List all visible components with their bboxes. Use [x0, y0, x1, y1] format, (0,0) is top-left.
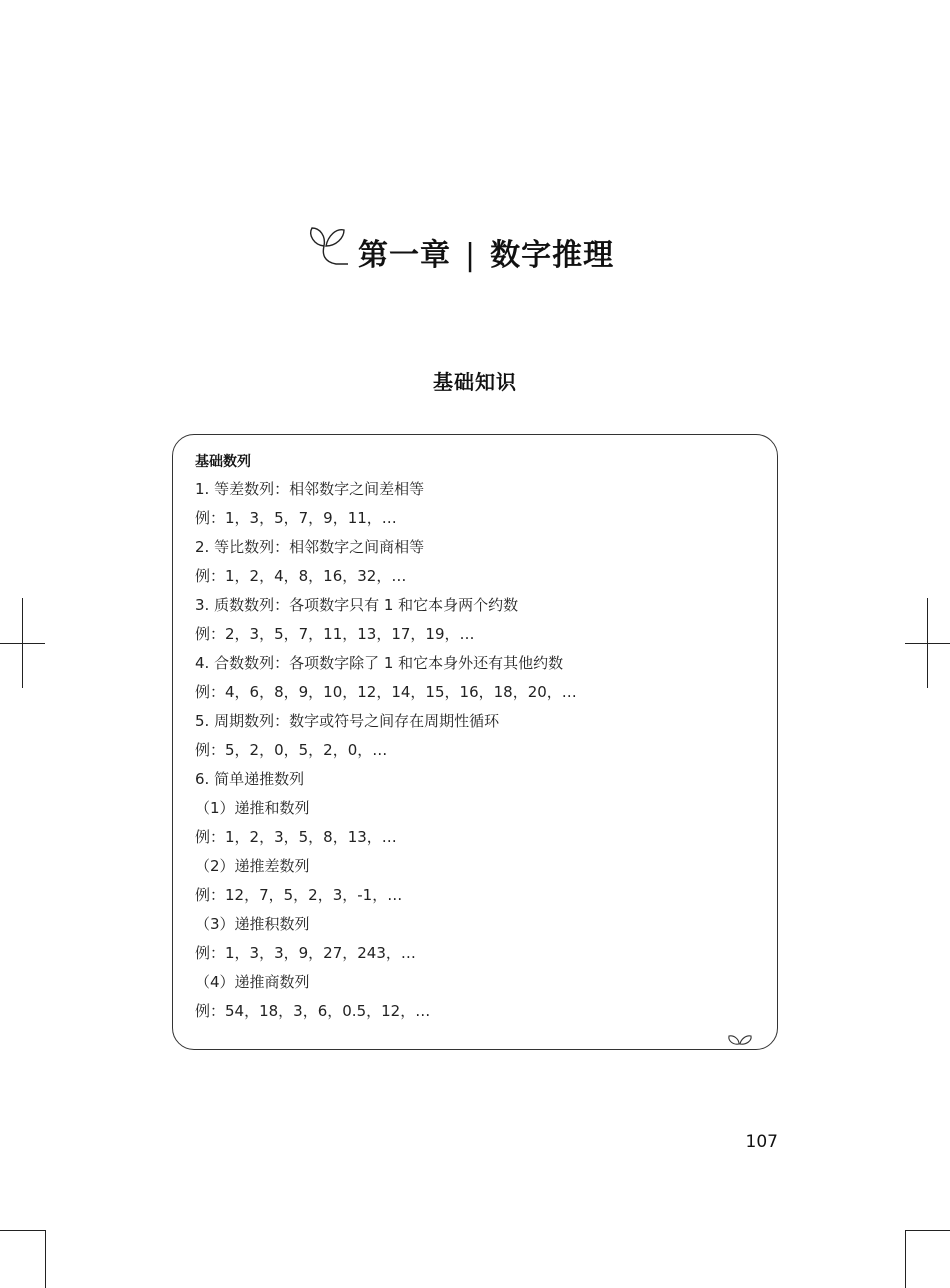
crop-mark-right-horizontal — [905, 643, 950, 644]
list-item: （2）递推差数列 — [195, 857, 310, 875]
chapter-topic: 数字推理 — [490, 238, 615, 273]
page-number: 107 — [745, 1132, 778, 1152]
list-item: 1. 等差数列：相邻数字之间差相等 — [195, 480, 425, 498]
chapter-number: 第一章 — [358, 238, 451, 273]
sprout-icon — [306, 220, 354, 270]
chapter-title — [358, 230, 614, 274]
list-item: 例：54，18，3，6，0.5，12，… — [195, 1002, 431, 1020]
list-item: 例：5，2，0，5，2，0，… — [195, 741, 388, 759]
list-item: 例：2，3，5，7，11，13，17，19，… — [195, 625, 475, 643]
leaf-icon — [727, 1033, 753, 1047]
chapter-separator: | — [465, 238, 477, 273]
crop-mark-bottom-left-vertical — [45, 1230, 46, 1288]
list-item: 例：4，6，8，9，10，12，14，15，16，18，20，… — [195, 683, 577, 701]
list-item: 5. 周期数列：数字或符号之间存在周期性循环 — [195, 712, 500, 730]
chapter-header — [0, 212, 950, 282]
box-heading: 基础数列 — [195, 454, 251, 470]
crop-mark-left-horizontal — [0, 643, 45, 644]
list-item: 2. 等比数列：相邻数字之间商相等 — [195, 538, 425, 556]
crop-mark-bottom-left-horizontal — [0, 1230, 45, 1231]
list-item: （3）递推积数列 — [195, 915, 310, 933]
crop-mark-bottom-right-vertical — [905, 1230, 906, 1288]
list-item: 例：1，3，5，7，9，11，… — [195, 509, 397, 527]
list-item: 例：1，2，4，8，16，32，… — [195, 567, 407, 585]
list-item: 6. 简单递推数列 — [195, 770, 305, 788]
list-item: 4. 合数数列：各项数字除了 1 和它本身外还有其他约数 — [195, 654, 564, 672]
knowledge-box — [172, 434, 778, 1050]
list-item: （1）递推和数列 — [195, 799, 310, 817]
list-item: 例：12，7，5，2，3，-1，… — [195, 886, 403, 904]
list-item: （4）递推商数列 — [195, 973, 310, 991]
list-item: 例：1，2，3，5，8，13，… — [195, 828, 397, 846]
box-content — [195, 475, 755, 1026]
section-title: 基础知识 — [433, 370, 517, 394]
list-item: 3. 质数数列：各项数字只有 1 和它本身两个约数 — [195, 596, 519, 614]
list-item: 例：1，3，3，9，27，243，… — [195, 944, 416, 962]
crop-mark-bottom-right-horizontal — [905, 1230, 950, 1231]
